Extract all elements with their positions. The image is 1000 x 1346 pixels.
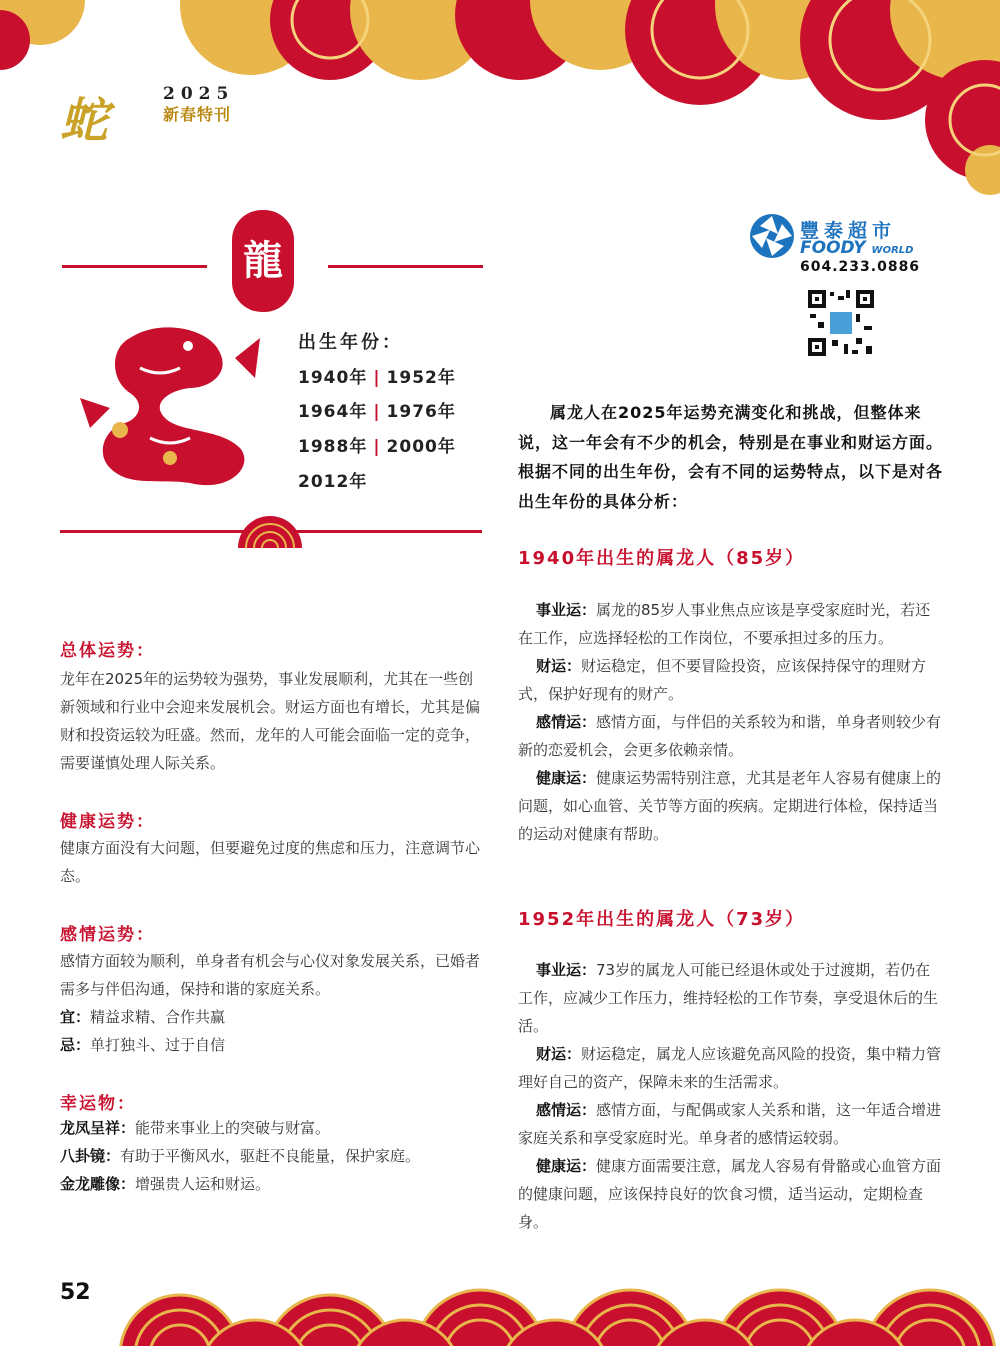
divider-right <box>328 265 483 268</box>
fortune-item <box>518 1152 943 1236</box>
section-title-1940: 1940年出生的属龙人（85岁） <box>518 548 806 569</box>
year-separator: | <box>373 368 381 388</box>
intro-text: 属龙人在2025年运势充满变化和挑战，但整体来说，这一年会有不少的机会，特别是在事业和财运方面。根据不同的出生年份，会有不同的运势特点，以下是对各出生年份的具体分析： <box>518 403 944 511</box>
fortune-text: 感情方面，与伴侣的关系较为和谐，单身者则较少有新的恋爱机会，会更多依赖亲情。 <box>518 713 942 759</box>
birth-year: 1976年 <box>386 402 456 422</box>
avoid-text: 单打独斗、过于自信 <box>90 1036 226 1054</box>
snake-logo-glyph: 蛇 <box>60 93 109 149</box>
avoid-line <box>60 1031 485 1059</box>
birth-year: 1952年 <box>386 368 456 388</box>
section-title-1952: 1952年出生的属龙人（73岁） <box>518 909 806 930</box>
lucky-item <box>60 1142 485 1170</box>
fortune-text: 健康方面需要注意，属龙人容易有骨骼或心血管方面的健康问题，应该保持良好的饮食习惯，适当运动，定期检查身。 <box>518 1157 942 1231</box>
overall-fortune-title: 总体运势： <box>60 641 155 661</box>
fortune-label: 健康运： <box>536 1157 597 1175</box>
dragon-illustration <box>70 318 270 498</box>
love-fortune-title: 感情运势： <box>60 925 155 945</box>
do-line <box>60 1003 485 1031</box>
dragon-seal: 龍 <box>232 210 294 312</box>
birth-years-row <box>298 432 456 457</box>
lucky-item-text: 能带来事业上的突破与财富。 <box>135 1119 331 1137</box>
birth-years-row <box>298 467 367 492</box>
lucky-item-name: 金龙雕像： <box>60 1175 136 1193</box>
page-number: 52 <box>60 1280 91 1305</box>
lucky-item <box>60 1170 485 1198</box>
store-name-cn: 豐泰超市 <box>800 220 897 242</box>
divider-left <box>62 265 207 268</box>
fortune-item <box>518 1096 943 1152</box>
store-name-en <box>800 238 913 258</box>
lucky-item <box>60 1114 485 1142</box>
do-text: 精益求精、合作共赢 <box>90 1008 226 1026</box>
fortune-label: 感情运： <box>536 713 597 731</box>
intro-paragraph <box>518 398 948 516</box>
fortune-text: 财运稳定，属龙人应该避免高风险的投资，集中精力管理好自己的资产，保障未来的生活需求。 <box>518 1045 942 1091</box>
section-body-1940 <box>518 596 943 848</box>
fortune-label: 感情运： <box>536 1101 597 1119</box>
birth-year: 2012年 <box>298 472 368 492</box>
fortune-item <box>518 1040 943 1096</box>
left-column <box>60 636 485 1198</box>
fortune-label: 健康运： <box>536 769 597 787</box>
fortune-text: 健康运势需特别注意，尤其是老年人容易有健康上的问题，如心血管、关节等方面的疾病。定期进行体检，保持适当的运动对健康有帮助。 <box>518 769 942 843</box>
fortune-label: 财运： <box>536 657 582 675</box>
avoid-label: 忌： <box>60 1036 91 1054</box>
fortune-item <box>518 596 943 652</box>
cloud-banner-top <box>0 0 1000 200</box>
fortune-text: 73岁的属龙人可能已经退休或处于过渡期，若仍在工作，应减少工作压力，维持轻松的工作节奏，享受退休后的生活。 <box>518 961 939 1035</box>
fortune-item <box>518 956 943 1040</box>
health-fortune-text: 健康方面没有大问题，但要避免过度的焦虑和压力，注意调节心态。 <box>60 839 481 885</box>
birth-year: 1964年 <box>298 402 368 422</box>
foody-world-logo-icon <box>748 212 796 260</box>
issue-title: 新春特刊 <box>163 105 232 124</box>
do-label: 宜： <box>60 1008 91 1026</box>
fortune-label: 事业运： <box>536 961 597 979</box>
section-body-1952 <box>518 956 943 1236</box>
fortune-text: 财运稳定，但不要冒险投资，应该保持保守的理财方式，保护好现有的财产。 <box>518 657 927 703</box>
issue-year: 2025 <box>163 84 235 104</box>
wave-banner-bottom <box>0 1255 1000 1346</box>
year-separator: | <box>373 437 381 457</box>
love-fortune-text: 感情方面较为顺利，单身者有机会与心仪对象发展关系，已婚者需多与伴侣沟通，保持和谐的家庭关系。 <box>60 952 481 998</box>
lucky-items-title: 幸运物： <box>60 1094 136 1114</box>
fortune-item <box>518 764 943 848</box>
fortune-item <box>518 652 943 708</box>
qr-code-icon[interactable] <box>806 288 876 358</box>
fortune-text: 感情方面，与配偶或家人关系和谐，这一年适合增进家庭关系和享受家庭时光。单身者的感情运较弱。 <box>518 1101 942 1147</box>
fortune-text: 属龙的85岁人事业焦点应该是享受家庭时光，若还在工作，应选择轻松的工作岗位，不要承担过多的压力。 <box>518 601 931 647</box>
store-phone: 604.233.0886 <box>800 259 921 275</box>
birth-years-row <box>298 397 456 422</box>
birth-year: 2000年 <box>386 437 456 457</box>
fortune-label: 事业运： <box>536 601 597 619</box>
birth-years-title: 出生年份： <box>298 332 403 353</box>
birth-year: 1940年 <box>298 368 368 388</box>
overall-fortune-text: 龙年在2025年的运势较为强势，事业发展顺利，尤其在一些创新领域和行业中会迎来发展机会。财运方面也有增长，尤其是偏财和投资运较为旺盛。然而，龙年的人可能会面临一定的竞争，需要谨慎处理人际关系。 <box>60 670 481 772</box>
lucky-item-text: 有助于平衡风水，驱赶不良能量，保护家庭。 <box>120 1147 421 1165</box>
fortune-item <box>518 708 943 764</box>
store-name-en-small: WORLD <box>871 245 914 256</box>
store-name-en-main: FOODY <box>800 238 866 258</box>
birth-years-row <box>298 363 456 388</box>
fortune-label: 财运： <box>536 1045 582 1063</box>
health-fortune-title: 健康运势： <box>60 812 155 832</box>
lucky-item-name: 龙凤呈祥： <box>60 1119 136 1137</box>
year-separator: | <box>373 402 381 422</box>
lucky-item-name: 八卦镜： <box>60 1147 121 1165</box>
lucky-item-text: 增强贵人运和财运。 <box>135 1175 271 1193</box>
wave-ornament-icon <box>225 512 315 548</box>
birth-year: 1988年 <box>298 437 368 457</box>
